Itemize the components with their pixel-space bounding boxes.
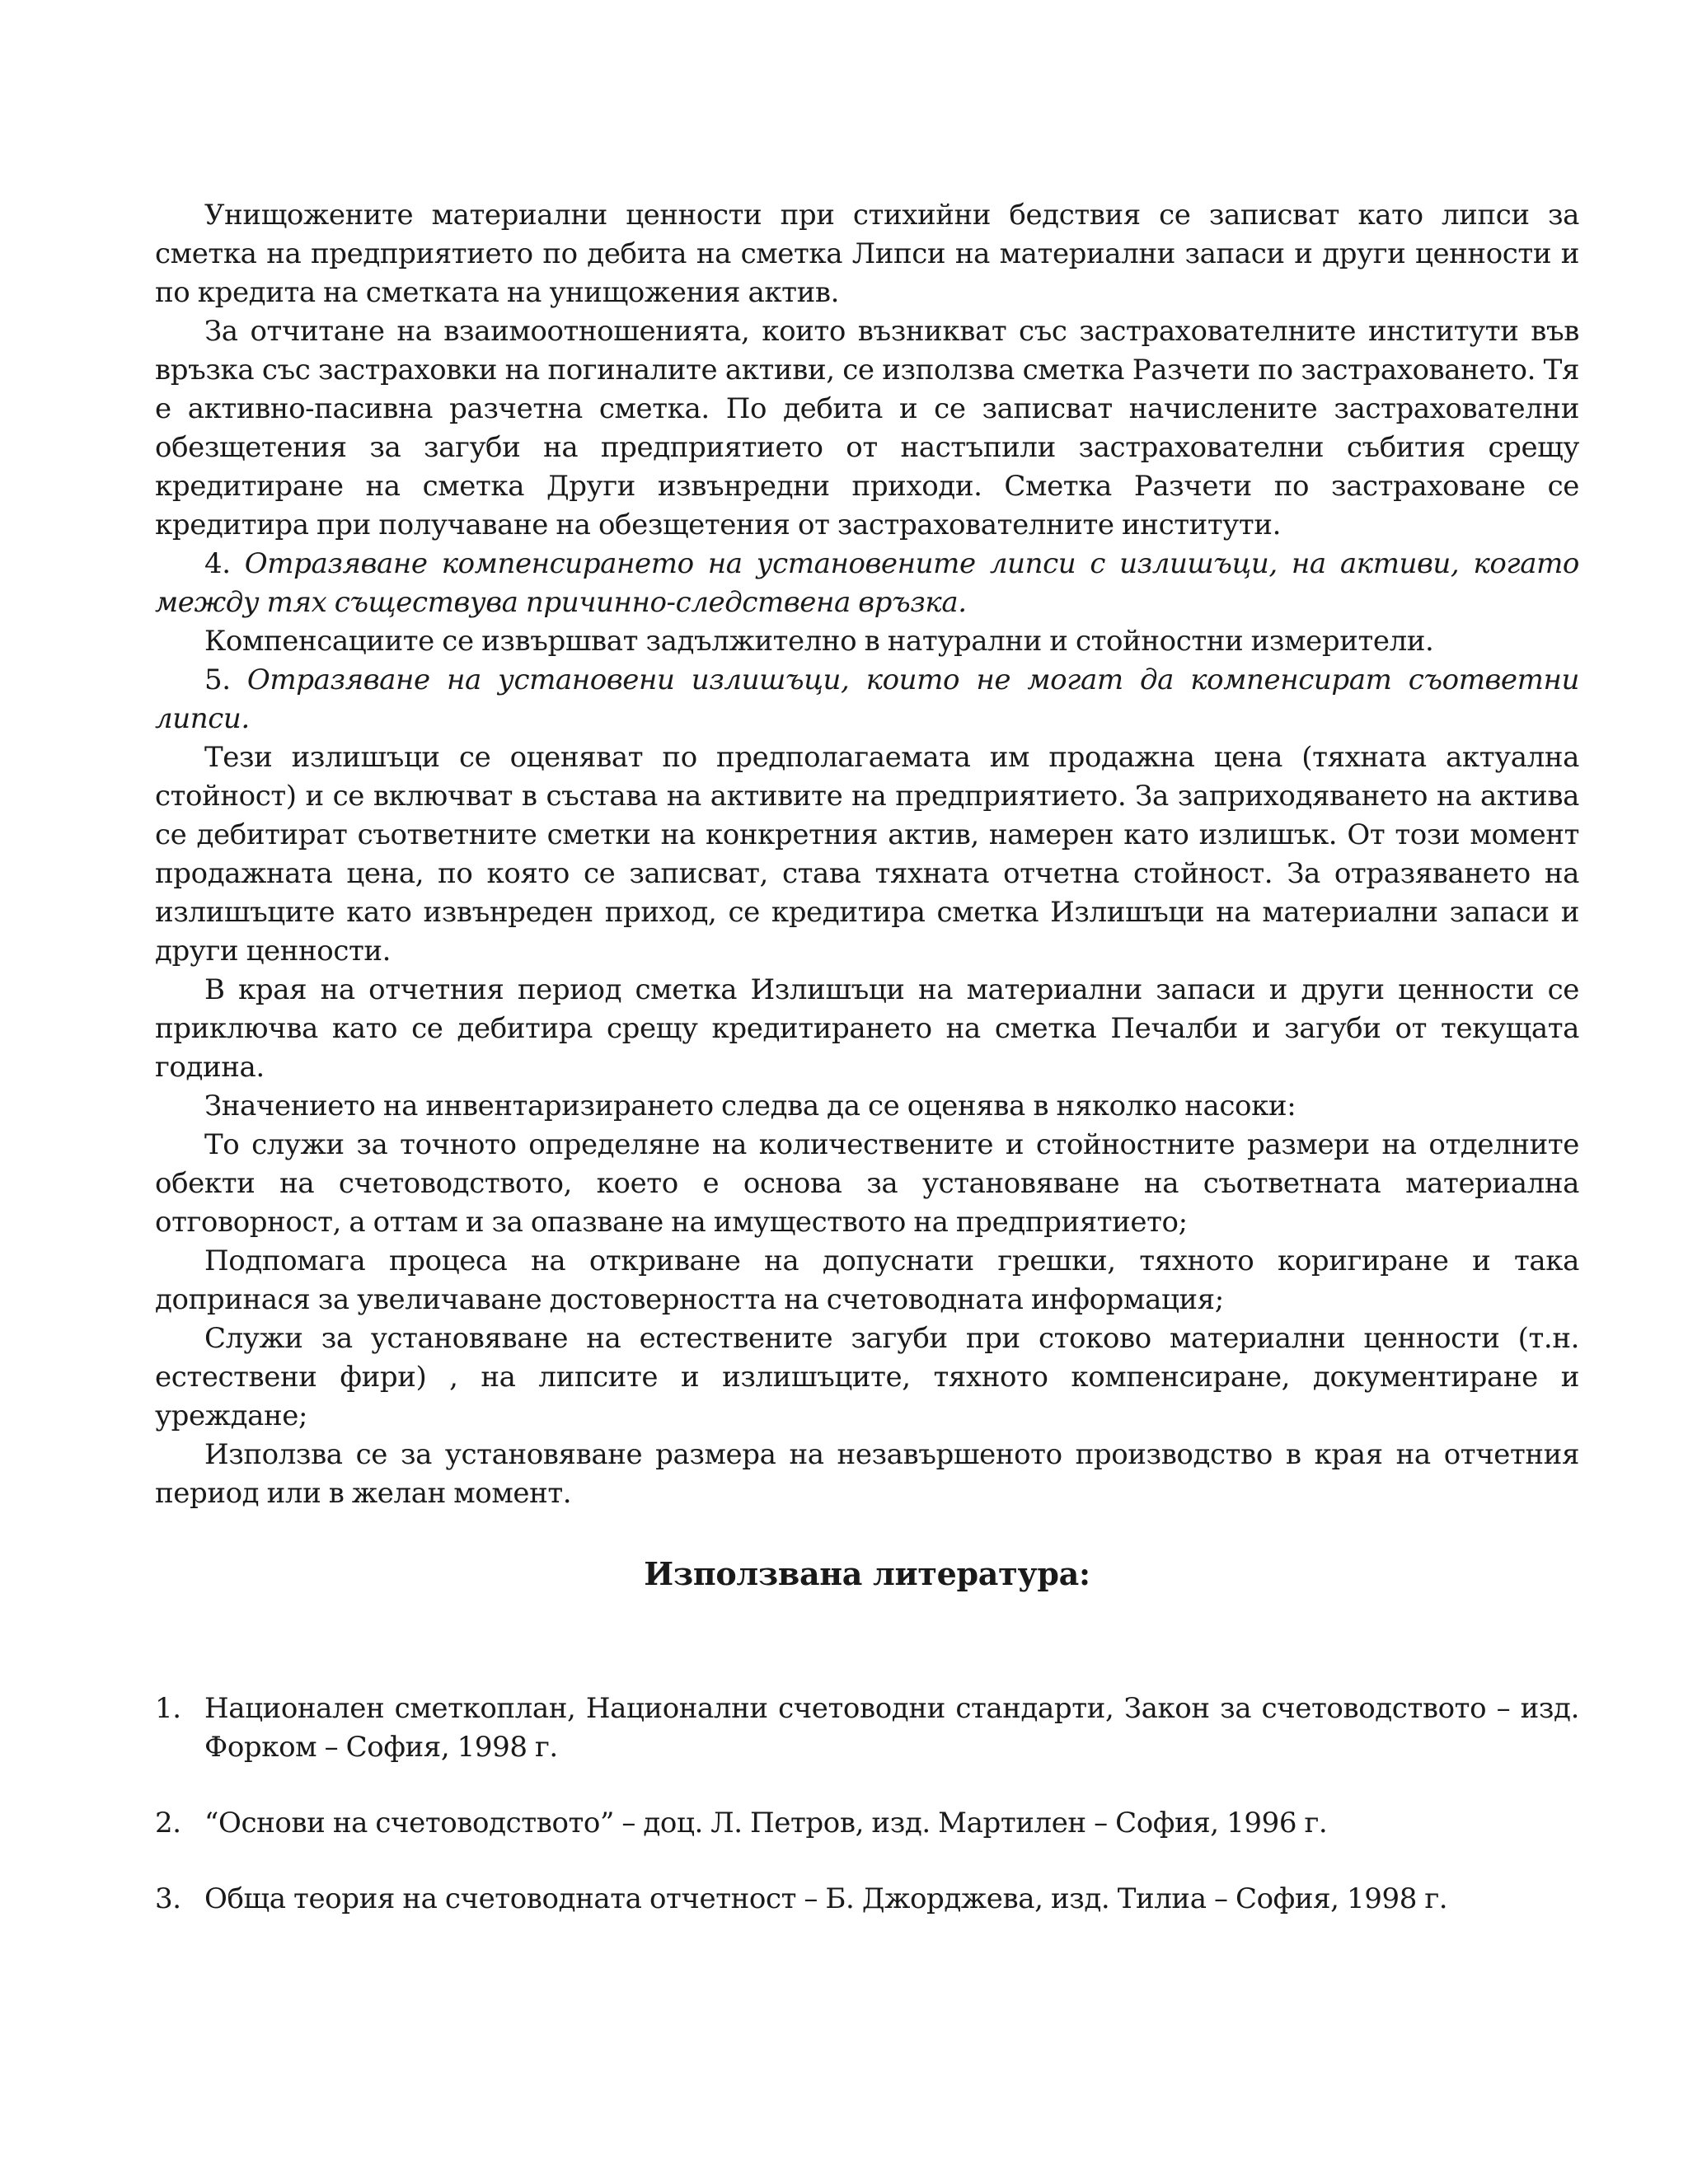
paragraph-point-quantities: То служи за точното определяне на количествените и стойностните размери на отделните обекти на счетоводството, което е основа за установяване на съответната материална отговорност, а оттам и за опазване на имуществото на предприятието; <box>155 1128 1579 1239</box>
paragraph-point-errors: Подпомага процеса на откриване на допуснати грешки, тяхното коригиране и така допринася за увеличаване достоверността на счетоводната информация; <box>155 1244 1579 1316</box>
paragraph-compensations: Компенсациите се извършват задължително в натурални и стойностни измерители. <box>204 625 1434 658</box>
item-title-italic: Отразяване на установени излишъци, които не могат да компенсират съответни липси. <box>155 663 1579 735</box>
reference-number: 3. <box>155 1882 181 1915</box>
paragraph-destroyed-assets: Унищожените материални ценности при стихийни бедствия се записват като липси за сметка на предприятието по дебита на сметка Липси на материални запаси и други ценности и по кредита на сметката на унищожения актив. <box>155 199 1579 309</box>
item-number: 5. <box>204 663 231 696</box>
references-list <box>155 1690 1579 1919</box>
reference-item <box>155 1880 1579 1919</box>
reference-item <box>155 1804 1579 1843</box>
item-title-italic: Отразяване компенсирането на установените липси с излишъци, на активи, когато между тях съществува причинно-следствена връзка. <box>155 547 1579 619</box>
reference-item <box>155 1690 1579 1767</box>
paragraph-inventory-importance: Значението на инвентаризирането следва да се оценява в няколко насоки: <box>204 1090 1296 1122</box>
reference-number: 2. <box>155 1807 181 1840</box>
reference-text: Обща теория на счетоводната отчетност – Б. Джорджева, изд. Тилиа – София, 1998 г. <box>204 1882 1448 1915</box>
paragraph-item-5 <box>155 661 1579 738</box>
paragraph-point-unfinished-production: Използва се за установяване размера на незавършеното производство в края на отчетния период или в желан момент. <box>155 1438 1579 1510</box>
reference-number: 1. <box>155 1692 181 1725</box>
paragraph-insurance-settlements: За отчитане на взаимоотношенията, които възникват със застрахователните институти във връзка със застраховки на погиналите активи, се използва сметка Разчети по застраховането. Тя е активно-пасивна разчетна сметка. По дебита и се записват начислените застрахователни обезщетения за загуби на предприятието от настъпили застрахователни събития срещу кредитиране на сметка Други извънредни приходи. Сметка Разчети по застраховане се кредитира при получаване на обезщетения от застрахователните институти. <box>155 315 1579 541</box>
item-number: 4. <box>204 547 231 580</box>
paragraph-surplus-valuation: Тези излишъци се оценяват по предполагаемата им продажна цена (тяхната актуална стойност) и се включват в състава на активите на предприятието. За заприходяването на актива се дебитират съответните сметки на конкретния актив, намерен като излишък. От този момент продажната цена, по която се записват, става тяхната отчетна стойност. За отразяването на излишъците като извънреден приход, се кредитира сметка Излишъци на материални запаси и други ценности. <box>155 741 1579 968</box>
paragraph-period-end: В края на отчетния период сметка Излишъци на материални запаси и други ценности се приключва като се дебитира срещу кредитирането на сметка Печалби и загуби от текущата година. <box>155 973 1579 1084</box>
paragraph-item-4 <box>155 545 1579 622</box>
paragraph-point-natural-losses: Служи за установяване на естествените загуби при стоково материални ценности (т.н. естествени фири) , на липсите и излишъците, тяхното компенсиране, документиране и уреждане; <box>155 1322 1579 1432</box>
reference-text: Национален сметкоплан, Национални счетоводни стандарти, Закон за счетоводството – изд. Форком – София, 1998 г. <box>204 1692 1579 1764</box>
reference-text: “Основи на счетоводството” – доц. Л. Петров, изд. Мартилен – София, 1996 г. <box>204 1807 1328 1840</box>
document-page <box>155 196 1579 1956</box>
references-heading: Използвана литература: <box>644 1555 1090 1592</box>
